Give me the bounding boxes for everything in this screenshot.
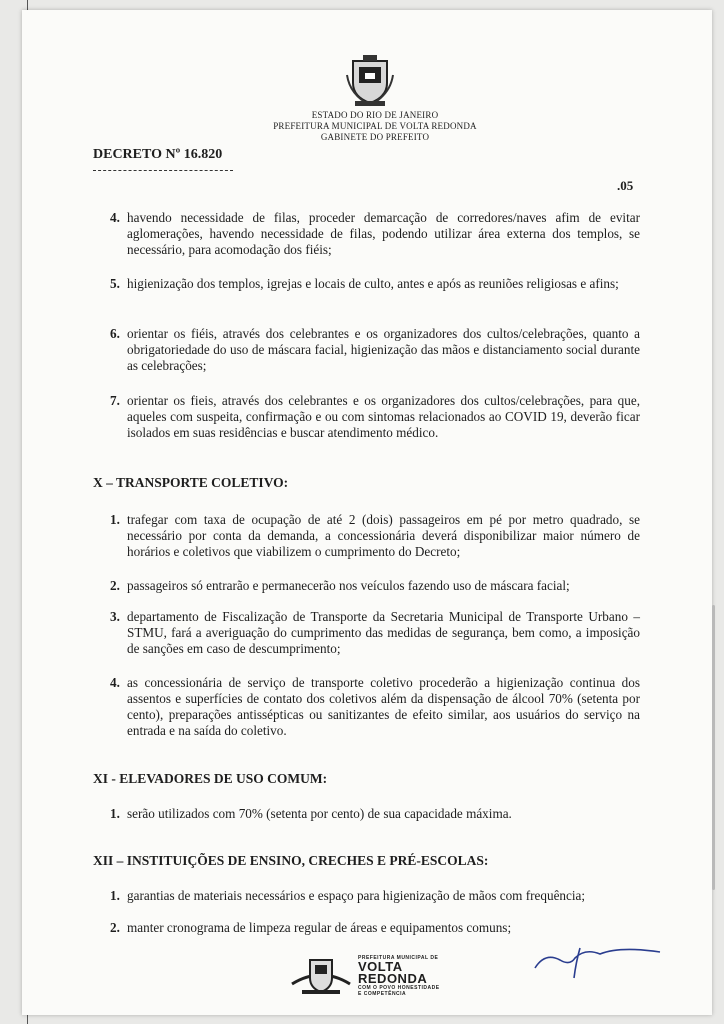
footer-small-top: PREFEITURA MUNICIPAL DE <box>358 955 439 961</box>
list-item <box>110 609 640 657</box>
list-item <box>110 512 640 560</box>
section-heading-elevators: XI - ELEVADORES DE USO COMUM: <box>93 771 328 786</box>
item-number: 1. <box>110 512 120 527</box>
item-number: 2. <box>110 920 120 935</box>
item-text: as concessionária de serviço de transporte coletivo procederão a higienização continua dos assentos e superfícies de contato dos coletivos além da dispensação de álcool 70% (setenta por cento), preparações antissépticas ou sanitizantes de efeito similar, aos usuários do serviço na entrada e na saída do coletivo. <box>127 675 640 738</box>
decree-title: DECRETO Nº 16.820 <box>93 147 223 162</box>
item-text: serão utilizados com 70% (setenta por cento) de sua capacidade máxima. <box>127 806 512 821</box>
document-header <box>240 110 510 143</box>
list-item <box>110 393 640 441</box>
item-text: garantias de materiais necessários e espaço para higienização de mãos com frequência; <box>127 888 586 903</box>
city-crest-icon <box>290 956 352 996</box>
header-state: ESTADO DO RIO DE JANEIRO <box>311 110 439 120</box>
section-heading-transport: X – TRANSPORTE COLETIVO: <box>93 475 289 490</box>
list-item <box>110 920 640 936</box>
item-number: 1. <box>110 888 120 903</box>
item-text: orientar os fiéis, através dos celebrantes e os organizadores dos cultos/celebrações, quanto a obrigatoriedade do uso de máscara facial, higienização das mãos e distanciamento social durante as celebrações; <box>127 326 640 373</box>
item-number: 5. <box>110 276 120 291</box>
item-text: manter cronograma de limpeza regular de áreas e equipamentos comuns; <box>127 920 512 935</box>
footer-name-1: VOLTA <box>358 959 403 974</box>
page-number: .05 <box>617 178 634 193</box>
item-number: 3. <box>110 609 120 624</box>
item-text: higienização dos templos, igrejas e locais de culto, antes e após as reuniões religiosas e afins; <box>127 276 619 291</box>
section-heading-schools: XII – INSTITUIÇÕES DE ENSINO, CRECHES E PRÉ-ESCOLAS: <box>93 853 489 868</box>
item-number: 4. <box>110 675 120 690</box>
signature-mark <box>530 940 665 980</box>
footer-slogan-2: E COMPETÊNCIA <box>358 991 407 997</box>
list-item <box>110 806 640 822</box>
header-prefecture: PREFEITURA MUNICIPAL DE VOLTA REDONDA <box>273 121 477 131</box>
item-number: 2. <box>110 578 120 593</box>
scrollbar[interactable] <box>712 605 715 890</box>
list-item <box>110 276 640 292</box>
item-number: 7. <box>110 393 120 408</box>
title-underline <box>93 170 233 171</box>
coat-of-arms-icon <box>345 55 395 107</box>
footer-brand <box>358 955 468 997</box>
footer-name-2: REDONDA <box>358 971 428 986</box>
item-number: 1. <box>110 806 120 821</box>
item-number: 6. <box>110 326 120 341</box>
list-item <box>110 888 640 904</box>
item-text: orientar os fieis, através dos celebrantes e os organizadores dos cultos/celebrações, para que, aqueles com suspeita, confirmação e ou com sintomas relacionados ao COVID 19, deverão ficar isolados em suas residências e buscar atendimento médico. <box>127 393 640 440</box>
list-item <box>110 326 640 374</box>
item-number: 4. <box>110 210 120 225</box>
list-item <box>110 675 640 739</box>
item-text: trafegar com taxa de ocupação de até 2 (dois) passageiros em pé por metro quadrado, se necessário por conta da demanda, a concessionária deverá disponibilizar maior número de horários e coletivos que viabilizem o cumprimento do Decreto; <box>127 512 640 559</box>
item-text: passageiros só entrarão e permanecerão nos veículos fazendo uso de máscara facial; <box>127 578 570 593</box>
footer-slogan-1: COM O POVO HONESTIDADE <box>358 985 440 991</box>
item-text: departamento de Fiscalização de Transporte da Secretaria Municipal de Transporte Urbano – STMU, fará a averiguação do cumprimento das medidas de segurança, bem como, a imposição de sanções em caso de descumprimento; <box>127 609 640 656</box>
list-item <box>110 210 640 258</box>
item-text: havendo necessidade de filas, proceder demarcação de corredores/naves afim de evitar aglomerações, havendo necessidade de filas, podendo utilizar área externa dos templos, se necessário, para acomodação dos fiéis; <box>127 210 640 257</box>
list-item <box>110 578 640 594</box>
header-office: GABINETE DO PREFEITO <box>320 132 430 142</box>
